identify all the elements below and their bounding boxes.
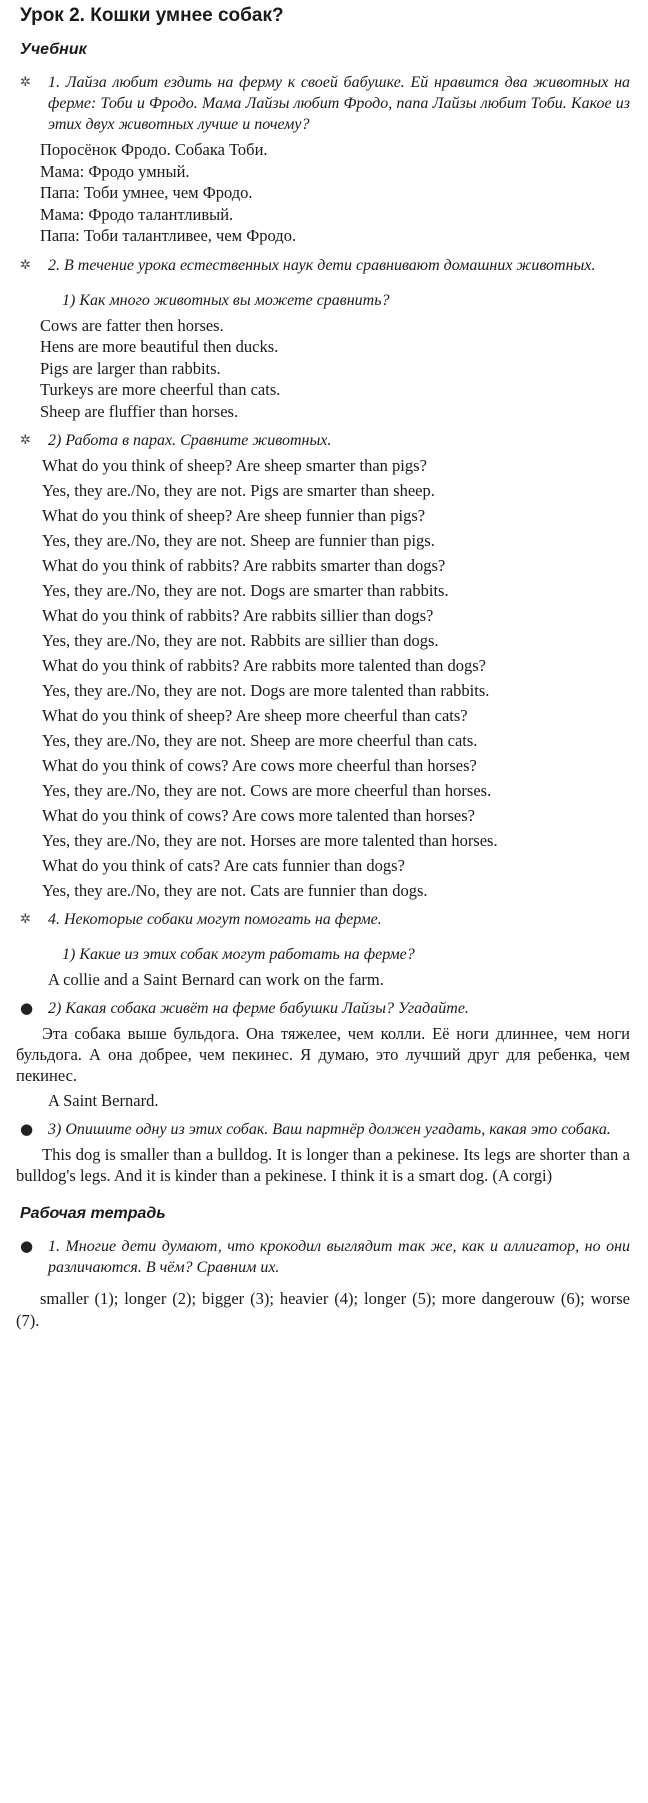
task-1 bbox=[16, 72, 636, 135]
task-2-1-text: 1) Как много животных вы можете сравнить? bbox=[62, 291, 390, 309]
answer-line: Yes, they are./No, they are not. Sheep are more cheerful than cats. bbox=[42, 731, 478, 750]
task-4-2-answer: Эта собака выше бульдога. Она тяжелее, чем колли. Её ноги длиннее, чем ноги бульдога. А она добрее, чем пекинес. Я думаю, это лучший друг для ребенка, чем пекинес. bbox=[16, 1024, 630, 1085]
answer-line: Yes, they are./No, they are not. Dogs are more talented than rabbits. bbox=[42, 681, 490, 700]
task-4-3 bbox=[16, 1119, 636, 1140]
bullet-mark-icon: ● bbox=[20, 999, 34, 1017]
audio-mark-icon: ✲ bbox=[20, 433, 31, 448]
task-4-1-answer: A collie and a Saint Bernard can work on the farm. bbox=[48, 970, 384, 989]
answer-line: What do you think of rabbits? Are rabbits sillier than dogs? bbox=[42, 606, 434, 625]
answer-line: Yes, they are./No, they are not. Pigs are smarter than sheep. bbox=[42, 481, 435, 500]
answer-line: What do you think of rabbits? Are rabbits more talented than dogs? bbox=[42, 656, 487, 675]
task-4-2-answer-2: A Saint Bernard. bbox=[48, 1091, 159, 1110]
answer-line: Yes, they are./No, they are not. Sheep are funnier than pigs. bbox=[42, 531, 435, 550]
task-4-2-text: 2) Какая собака живёт на ферме бабушки Лайзы? Угадайте. bbox=[48, 1000, 469, 1017]
task-2-2-text: 2) Работа в парах. Сравните животных. bbox=[48, 432, 332, 449]
wb-task-1-text: 1. Многие дети думают, что крокодил выглядит так же, как и аллигатор, но они различаются. В чём? Сравним их. bbox=[48, 1238, 630, 1276]
task-2-2-answers bbox=[16, 455, 636, 901]
audio-mark-icon: ✲ bbox=[20, 912, 31, 927]
answer-line: What do you think of rabbits? Are rabbits smarter than dogs? bbox=[42, 556, 446, 575]
answer-line: Sheep are fluffier than horses. bbox=[40, 401, 239, 421]
bullet-mark-icon: ● bbox=[20, 1120, 34, 1138]
answer-line: What do you think of cats? Are cats funnier than dogs? bbox=[42, 856, 405, 875]
task-1-answers bbox=[16, 139, 636, 247]
answer-line: Turkeys are more cheerful than cats. bbox=[40, 380, 281, 399]
answer-line: Cows are fatter then horses. bbox=[40, 315, 224, 335]
task-4-3-text: 3) Опишите одну из этих собак. Ваш партнёр должен угадать, какая это собака. bbox=[48, 1121, 611, 1138]
answer-line: Поросёнок Фродо. Собака Тоби. bbox=[40, 140, 268, 159]
task-2 bbox=[16, 255, 636, 276]
task-2-1-answers bbox=[16, 315, 636, 423]
task-2-2 bbox=[16, 430, 636, 451]
answer-line: Yes, they are./No, they are not. Dogs are smarter than rabbits. bbox=[42, 581, 449, 600]
task-2-text: 2. В течение урока естественных наук дети сравнивают домашних животных. bbox=[48, 256, 596, 274]
audio-mark-icon: ✲ bbox=[20, 75, 31, 90]
lesson-title: Урок 2. Кошки умнее собак? bbox=[20, 5, 284, 26]
task-2-1 bbox=[16, 290, 636, 311]
answer-line: What do you think of sheep? Are sheep funnier than pigs? bbox=[42, 506, 426, 525]
answer-line: Yes, they are./No, they are not. Cows are more cheerful than horses. bbox=[42, 781, 492, 800]
answer-line: Папа: Тоби талантливее, чем Фродо. bbox=[40, 226, 297, 245]
answer-line: What do you think of sheep? Are sheep more cheerful than cats? bbox=[42, 706, 468, 725]
answer-line: What do you think of cows? Are cows more cheerful than horses? bbox=[42, 756, 477, 775]
answer-line: Pigs are larger than rabbits. bbox=[40, 358, 221, 378]
task-4-1 bbox=[16, 944, 636, 965]
task-4-2 bbox=[16, 998, 636, 1019]
task-4 bbox=[16, 909, 636, 930]
answer-line: Yes, they are./No, they are not. Cats are funnier than dogs. bbox=[42, 881, 428, 900]
audio-mark-icon: ✲ bbox=[20, 257, 31, 273]
wb-task-1-answer: smaller (1); longer (2); bigger (3); heavier (4); longer (5); more dangerouw (6); worse (7). bbox=[16, 1289, 630, 1330]
answer-line: Мама: Фродо умный. bbox=[40, 161, 190, 181]
task-4-text: 4. Некоторые собаки могут помогать на ферме. bbox=[48, 911, 382, 928]
task-4-3-answer: This dog is smaller than a bulldog. It is longer than a pekinese. Its legs are shorter than a bulldog's legs. And it is kinder than a pekinese. I think it is a smart dog. (A corgi) bbox=[16, 1145, 630, 1185]
answer-line: What do you think of cows? Are cows more talented than horses? bbox=[42, 806, 476, 825]
answer-line: Yes, they are./No, they are not. Horses are more talented than horses. bbox=[42, 831, 498, 850]
task-1-text: 1. Лайза любит ездить на ферму к своей бабушке. Ей нравится два животных на ферме: Тоби и Фродо. Мама Лайзы любит Фродо, папа Лайзы любит Тоби. Какое из этих двух животных лучше и почему? bbox=[48, 74, 630, 133]
wb-task-1 bbox=[16, 1236, 636, 1278]
section-title-workbook: Рабочая тетрадь bbox=[20, 1205, 166, 1222]
answer-line: Папа: Тоби умнее, чем Фродо. bbox=[40, 183, 253, 202]
task-4-1-text: 1) Какие из этих собак могут работать на ферме? bbox=[62, 946, 415, 963]
answer-line: Мама: Фродо талантливый. bbox=[40, 204, 234, 224]
answer-line: What do you think of sheep? Are sheep smarter than pigs? bbox=[42, 456, 427, 475]
bullet-mark-icon: ● bbox=[20, 1237, 34, 1255]
answer-line: Yes, they are./No, they are not. Rabbits are sillier than dogs. bbox=[42, 631, 439, 650]
answer-line: Hens are more beautiful then ducks. bbox=[40, 337, 279, 356]
section-title-textbook: Учебник bbox=[20, 41, 87, 58]
